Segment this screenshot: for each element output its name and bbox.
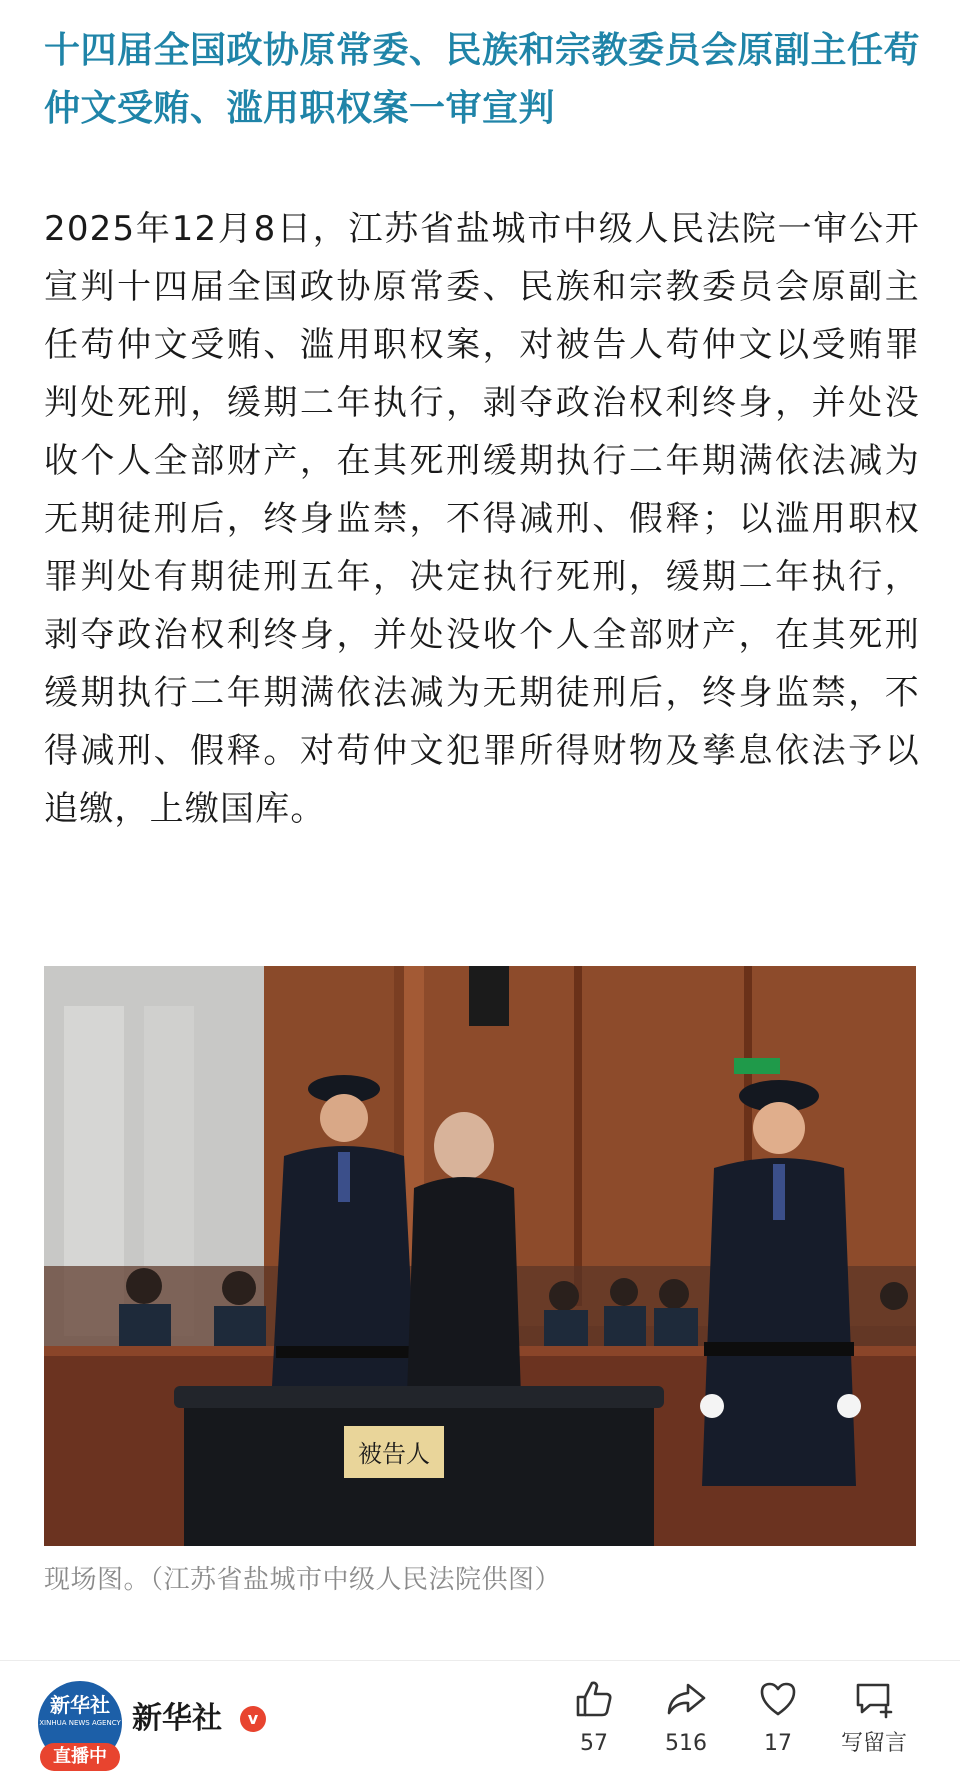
article-headline: 十四届全国政协原常委、民族和宗教委员会原副主任苟仲文受贿、滥用职权案一审宣判 xyxy=(44,30,921,129)
defendant-sign-text: 被告人 xyxy=(358,1440,430,1468)
verified-badge-icon: v xyxy=(240,1706,266,1732)
avatar-logo-text: 新华社 xyxy=(50,1693,110,1717)
share-arrow-icon xyxy=(664,1677,708,1721)
live-badge[interactable]: 直播中 xyxy=(40,1743,120,1771)
like-count: 57 xyxy=(580,1731,608,1756)
article-body: 2025年12月8日，江苏省盐城市中级人民法院一审公开宣判十四届全国政协原常委、民族和宗教委员会原副主任苟仲文受贿、滥用职权案，对被告人苟仲文以受贿罪判处死刑，缓期二年执行，剥夺政治权利终身，并处没收个人全部财产，在其死刑缓期执行二年期满依法减为无期徒刑后，终身监禁，不得减刑、假释；以滥用职权罪判处有期徒刑五年，决定执行死刑，缓期二年执行，剥夺政治权利终身，并处没收个人全部财产，在其死刑缓期执行二年期满依法减为无期徒刑后，终身监禁，不得减刑、假释。对苟仲文犯罪所得财物及孳息依法予以追缴，上缴国库。 xyxy=(44,209,920,829)
thumbs-up-icon xyxy=(572,1677,616,1721)
share-button[interactable] xyxy=(636,1677,736,1773)
photo-caption: 现场图。（江苏省盐城市中级人民法院供图） xyxy=(44,1565,562,1595)
avatar-logo-subtext: XINHUA NEWS AGENCY xyxy=(39,1719,121,1727)
share-count: 516 xyxy=(665,1731,707,1756)
courtroom-photo-illustration xyxy=(44,966,916,1546)
write-comment-button[interactable] xyxy=(824,1677,924,1773)
heart-icon xyxy=(756,1677,800,1721)
account-name[interactable]: 新华社 xyxy=(132,1701,222,1736)
favorite-count: 17 xyxy=(764,1731,792,1756)
favorite-button[interactable] xyxy=(728,1677,828,1773)
article-action-bar xyxy=(0,1661,960,1781)
write-comment-label: 写留言 xyxy=(840,1731,907,1756)
comment-add-icon xyxy=(852,1677,896,1721)
courtroom-photo[interactable] xyxy=(44,966,916,1546)
like-button[interactable] xyxy=(544,1677,644,1773)
